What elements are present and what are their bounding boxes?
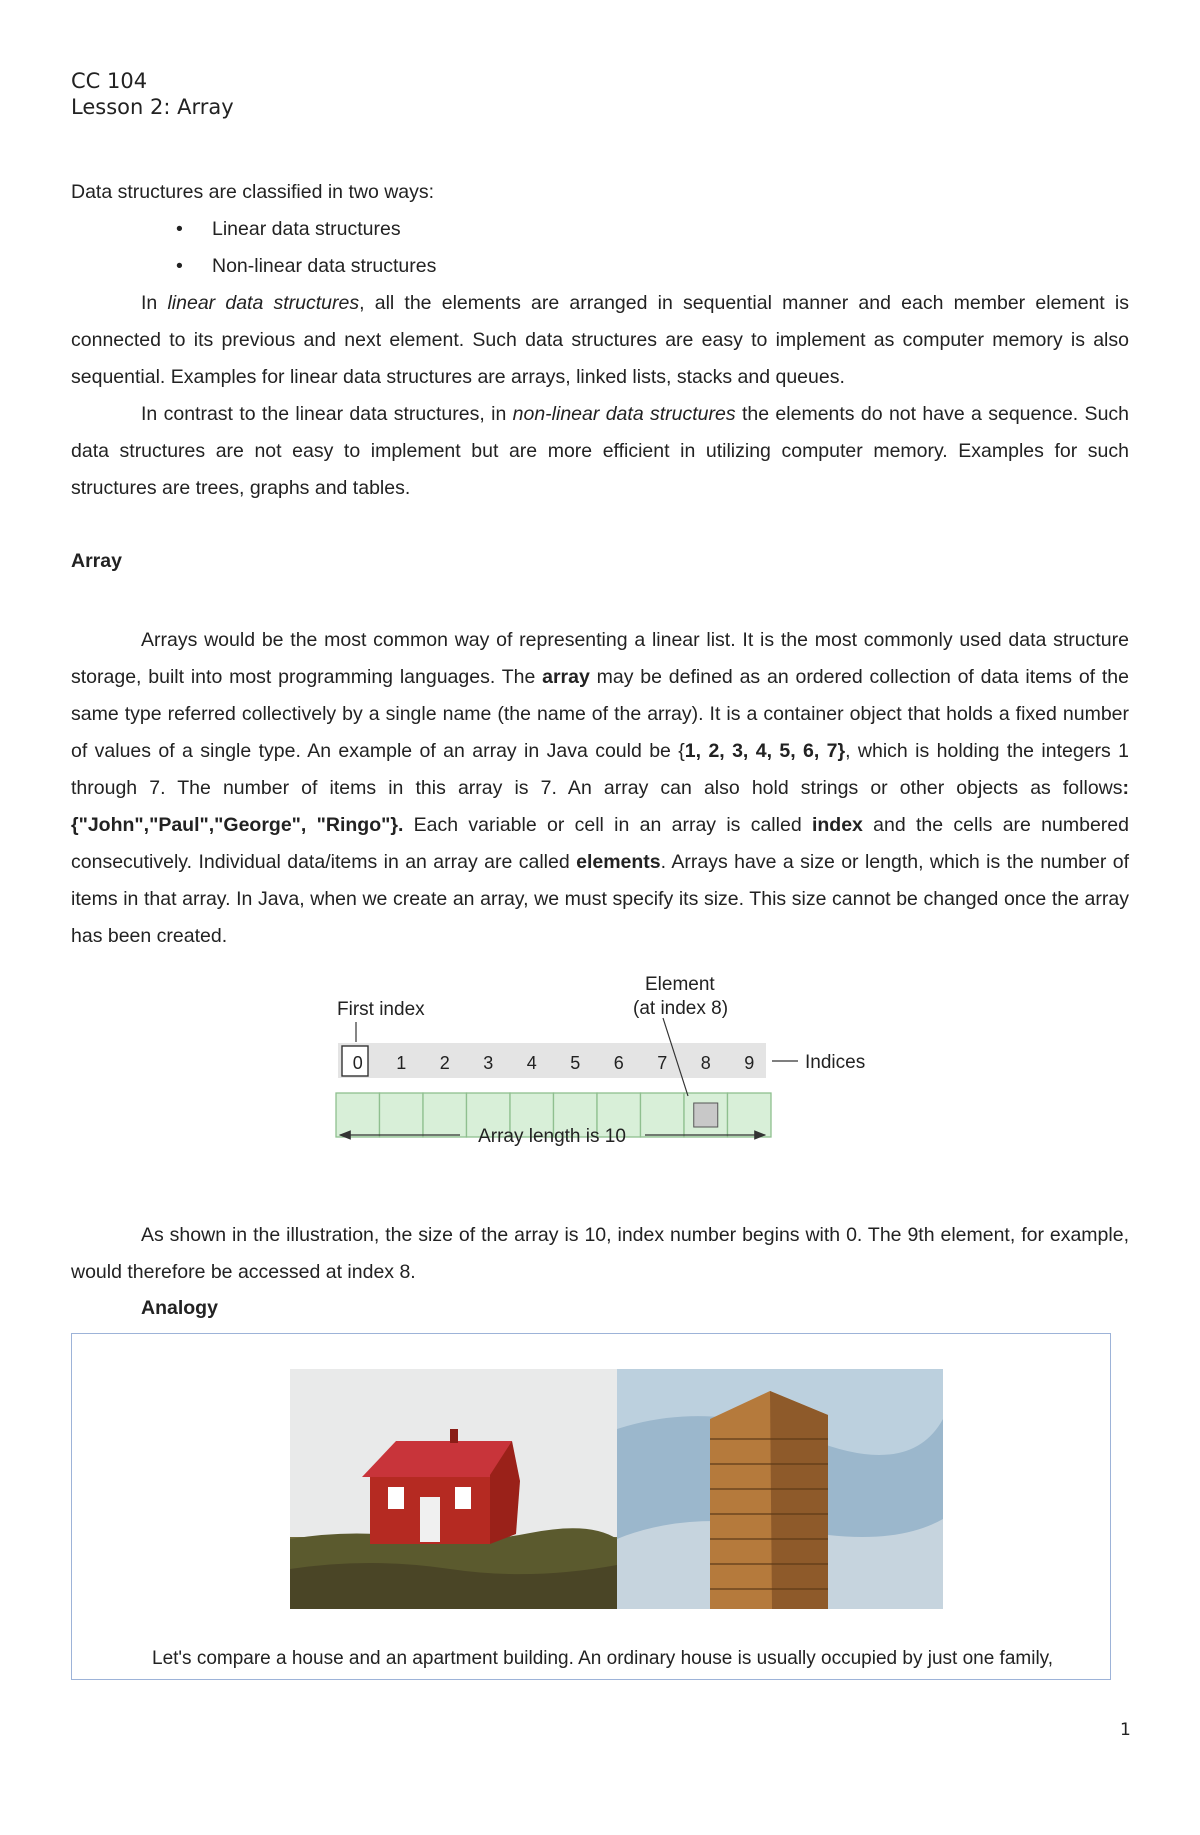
analogy-images — [290, 1369, 943, 1609]
array-term: array — [542, 666, 590, 688]
array-paragraph: Arrays would be the most common way of representing a linear list. It is the most commonly used data structure storage, built into most programming languages. The array may be defined as an ordered collection of data items of the same type referred collectively by a single name (the name of the array). It is a container object that holds a fixed number of values of a single type. An example of an array in Java could be {1, 2, 3, 4, 5, 6, 7}, which is holding the integers 1 through 7. The number of items in this array is 7. An array can also hold strings or other objects as follows: {"John","Paul","George", "Ringo"}. Each variable or cell in an array is called index and the cells are numbered consecutively. Individual data/items in an array are called elements. Arrays have a size or length, which is the number of items in that array. In Java, when we create an array, we must specify its size. This size cannot be changed once the array has been created. — [71, 629, 1130, 947]
index-label: 9 — [744, 1053, 755, 1073]
explanation-paragraph: As shown in the illustration, the size of the array is 10, index number begins with 0. The 9th element, for example, would therefore be accessed at index 8. — [71, 1224, 1129, 1283]
illustration-explanation — [71, 1217, 1129, 1291]
index-label: 1 — [396, 1053, 407, 1073]
element-index-label: (at index 8) — [633, 998, 729, 1019]
lesson-title: Lesson 2: Array — [71, 95, 234, 119]
analogy-box — [71, 1333, 1111, 1680]
page-number: 1 — [1120, 1720, 1131, 1740]
linear-paragraph: In linear data structures, all the elements are arranged in sequential manner and each member element is connected to its previous and next element. Such data structures are easy to implement as computer memory is also sequential. Examples for linear data structures are arrays, linked lists, stacks and queues. — [71, 292, 1129, 388]
element-label: Element — [645, 974, 715, 995]
array-cell — [423, 1093, 467, 1137]
index-label: 6 — [613, 1053, 624, 1073]
index-label: 8 — [700, 1053, 711, 1073]
array-heading: Array — [71, 550, 122, 572]
array-section — [71, 622, 1129, 955]
array-cell — [728, 1093, 772, 1137]
intro-lead: Data structures are classified in two ways: — [71, 181, 435, 203]
intro-section — [71, 174, 1129, 507]
string-array-example: : {"John","Paul","George", "Ringo"}. — [71, 777, 1129, 836]
house-photo — [290, 1369, 617, 1609]
list-item: • Linear data structures — [212, 211, 1129, 248]
document-header — [71, 68, 234, 120]
analogy-heading: Analogy — [141, 1297, 218, 1319]
index-label: 5 — [570, 1053, 581, 1073]
array-cell — [641, 1093, 685, 1137]
linear-term: linear data structures — [167, 292, 360, 314]
array-diagram — [320, 970, 900, 1170]
index-term: index — [811, 814, 863, 836]
array-cell — [380, 1093, 424, 1137]
nonlinear-paragraph: In contrast to the linear data structures, in non-linear data structures the elements do not have a sequence. Such data structures are not easy to implement but are more efficient in utilizing computer memory. Examples for such structures are trees, graphs and tables. — [71, 403, 1130, 499]
array-cell — [336, 1093, 380, 1137]
elements-term: elements — [576, 851, 661, 873]
apartment-photo — [617, 1369, 943, 1609]
indices-label: Indices — [805, 1052, 866, 1073]
index-label: 0 — [352, 1053, 363, 1073]
index-label: 2 — [439, 1053, 450, 1073]
index-label: 4 — [526, 1053, 537, 1073]
nonlinear-term: non-linear data structures — [512, 403, 736, 425]
int-array-example: 1, 2, 3, 4, 5, 6, 7} — [684, 740, 846, 762]
course-code: CC 104 — [71, 69, 148, 93]
index-label: 7 — [657, 1053, 668, 1073]
index-label: 3 — [483, 1053, 494, 1073]
analogy-caption: Let's compare a house and an apartment building. An ordinary house is usually occupied by just one family, — [152, 1648, 1054, 1669]
list-item: • Non-linear data structures — [212, 248, 1129, 285]
element-marker — [694, 1103, 718, 1127]
classification-list — [71, 211, 1129, 285]
first-index-label: First index — [337, 999, 425, 1020]
array-length-label: Array length is 10 — [478, 1126, 626, 1147]
